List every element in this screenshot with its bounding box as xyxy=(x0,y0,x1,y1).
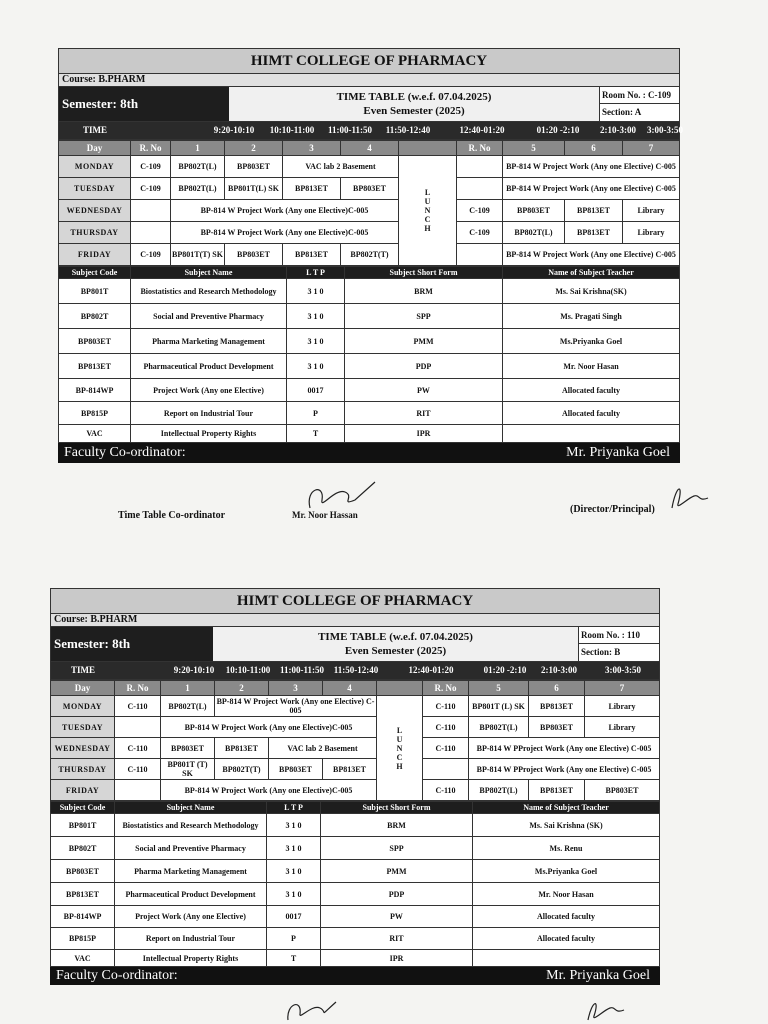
period-cell: Library xyxy=(623,222,680,244)
time-slot: 10:10-11:00 xyxy=(225,665,271,675)
time-slot: 11:50-12:40 xyxy=(333,665,379,675)
period-cell: BP-814 W PProject Work (Any one Elective) C-005 xyxy=(469,759,660,780)
room-cell: C-110 xyxy=(115,696,161,717)
subject-code: BP815P xyxy=(51,928,115,950)
subject-ltp: 3 1 0 xyxy=(287,354,345,379)
subject-ltp: 3 1 0 xyxy=(287,329,345,354)
room-cell xyxy=(423,759,469,780)
period-cell: BP801T(T) SK xyxy=(171,244,225,266)
row-tuesday xyxy=(59,178,680,200)
room-number: Room No. : 110 xyxy=(579,627,659,644)
subject-name: Intellectual Property Rights xyxy=(131,425,287,443)
header-cell: R. No xyxy=(423,681,469,696)
period-cell: BP803ET xyxy=(503,200,565,222)
subject-code: BP801T xyxy=(59,279,131,304)
subject-code: BP803ET xyxy=(51,860,115,883)
subject-code: BP813ET xyxy=(59,354,131,379)
time-slot: 9:20-10:10 xyxy=(213,125,255,135)
time-slot: 12:40-01:20 xyxy=(408,665,454,675)
course-label: Course: B.PHARM xyxy=(58,74,680,87)
period-cell: BP803ET xyxy=(225,156,283,178)
subject-ltp: P xyxy=(287,402,345,425)
timetable-title-main: TIME TABLE (w.e.f. 07.04.2025) xyxy=(318,631,473,643)
subject-short: PW xyxy=(345,379,503,402)
subject-teacher: Ms. Sai Krishna(SK) xyxy=(503,279,680,304)
subject-short: IPR xyxy=(345,425,503,443)
period-cell: BP-814 W Project Work (Any one Elective) C-005 xyxy=(503,156,680,178)
period-cell: BP-814 W Project Work (Any one Elective) C-005 xyxy=(215,696,377,717)
subject-short: RIT xyxy=(345,402,503,425)
header-cell: 4 xyxy=(341,141,399,156)
table-row xyxy=(59,402,680,425)
period-cell: Library xyxy=(585,696,660,717)
header-cell: Subject Short Form xyxy=(321,802,473,814)
lunch-letter: U xyxy=(424,197,431,206)
period-cell: BP803ET xyxy=(225,244,283,266)
table-row xyxy=(59,425,680,443)
subject-code: BP803ET xyxy=(59,329,131,354)
header-cell: 7 xyxy=(585,681,660,696)
room-section-box xyxy=(599,87,679,121)
timetable-title-sub: Even Semester (2025) xyxy=(363,105,465,117)
table-row xyxy=(51,928,660,950)
header-cell: L T P xyxy=(287,267,345,279)
subject-short: SPP xyxy=(345,304,503,329)
subject-short: PMM xyxy=(345,329,503,354)
room-cell: C-109 xyxy=(457,222,503,244)
time-slot: 01:20 -2:10 xyxy=(483,665,527,675)
room-cell: C-110 xyxy=(423,696,469,717)
subject-teacher: Allocated faculty xyxy=(503,402,680,425)
header-cell: 5 xyxy=(503,141,565,156)
time-slot-row xyxy=(58,122,683,140)
header-cell: Subject Short Form xyxy=(345,267,503,279)
room-cell xyxy=(131,222,171,244)
header-cell: 3 xyxy=(283,141,341,156)
timetable-sheet-section-b xyxy=(50,588,660,985)
period-cell: VAC lab 2 Basement xyxy=(283,156,399,178)
row-thursday xyxy=(51,759,660,780)
timetable-title-main: TIME TABLE (w.e.f. 07.04.2025) xyxy=(336,91,492,103)
header-cell: Subject Name xyxy=(115,802,267,814)
subject-short: BRM xyxy=(345,279,503,304)
subject-header-row xyxy=(59,267,680,279)
time-slot: 01:20 -2:10 xyxy=(536,125,580,135)
time-slot: 9:20-10:10 xyxy=(173,665,215,675)
table-row xyxy=(59,354,680,379)
period-cell: BP813ET xyxy=(565,200,623,222)
schedule-table xyxy=(50,680,660,801)
subject-code: VAC xyxy=(51,950,115,967)
faculty-coordinator-label: Faculty Co-ordinator: xyxy=(56,968,178,983)
day-header-row xyxy=(59,141,680,156)
subject-ltp: 3 1 0 xyxy=(287,279,345,304)
room-cell: C-110 xyxy=(423,717,469,738)
room-cell: C-109 xyxy=(457,200,503,222)
time-slot: 11:00-11:50 xyxy=(280,665,324,675)
row-tuesday xyxy=(51,717,660,738)
subject-code: BP-814WP xyxy=(59,379,131,402)
header-cell: 4 xyxy=(323,681,377,696)
room-cell: C-110 xyxy=(115,738,161,759)
period-cell: BP803ET xyxy=(585,780,660,801)
period-cell: BP802T(L) xyxy=(161,696,215,717)
faculty-coordinator-name: Mr. Priyanka Goel xyxy=(546,968,650,983)
timetable-title-sub: Even Semester (2025) xyxy=(344,645,447,657)
lunch-cell xyxy=(377,696,423,801)
subject-name: Social and Preventive Pharmacy xyxy=(131,304,287,329)
header-cell: Day xyxy=(59,141,131,156)
day-name: TUESDAY xyxy=(51,717,115,738)
period-cell: BP802T(L) xyxy=(469,717,529,738)
lunch-letter: H xyxy=(424,224,431,233)
time-label: TIME xyxy=(82,125,107,135)
period-cell: BP802T(L) xyxy=(171,178,225,200)
lunch-letter: L xyxy=(424,188,431,197)
period-cell: BP803ET xyxy=(529,717,585,738)
day-header-row xyxy=(51,681,660,696)
period-cell: BP802T(T) xyxy=(341,244,399,266)
period-cell: BP813ET xyxy=(283,178,341,200)
time-slot: 3:00-3:50 xyxy=(605,665,641,675)
period-cell: BP-814 W Project Work (Any one Elective)C-005 xyxy=(171,222,399,244)
subject-short: RIT xyxy=(321,928,473,950)
subject-ltp: 3 1 0 xyxy=(267,837,321,860)
period-cell: BP802T(L) xyxy=(503,222,565,244)
subject-name: Social and Preventive Pharmacy xyxy=(115,837,267,860)
period-cell: VAC lab 2 Basement xyxy=(269,738,377,759)
signature-scribble-director xyxy=(664,480,714,512)
header-cell: L T P xyxy=(267,802,321,814)
day-name: MONDAY xyxy=(59,156,131,178)
room-cell: C-110 xyxy=(423,738,469,759)
header-cell: 2 xyxy=(215,681,269,696)
header-cell: R. No xyxy=(115,681,161,696)
subject-ltp: 3 1 0 xyxy=(267,860,321,883)
subject-teacher: Ms.Priyanka Goel xyxy=(473,860,660,883)
subject-short: PMM xyxy=(321,860,473,883)
subject-ltp: T xyxy=(287,425,345,443)
header-cell: R. No xyxy=(131,141,171,156)
period-cell: BP802T(L) xyxy=(469,780,529,801)
table-row xyxy=(51,837,660,860)
subject-code: BP-814WP xyxy=(51,906,115,928)
subject-teacher: Allocated faculty xyxy=(473,928,660,950)
room-cell: C-109 xyxy=(131,156,171,178)
table-row xyxy=(59,304,680,329)
period-cell: BP801T (T) SK xyxy=(161,759,215,780)
subject-name: Pharma Marketing Management xyxy=(115,860,267,883)
period-cell: BP813ET xyxy=(215,738,269,759)
period-cell: BP801T (L) SK xyxy=(469,696,529,717)
day-name: WEDNESDAY xyxy=(59,200,131,222)
time-slot: 10:10-11:00 xyxy=(269,125,315,135)
room-cell xyxy=(457,244,503,266)
room-cell xyxy=(115,780,161,801)
header-cell xyxy=(377,681,423,696)
table-row xyxy=(51,814,660,837)
table-row xyxy=(59,379,680,402)
college-title: HIMT COLLEGE OF PHARMACY xyxy=(50,588,660,614)
timetable-sheet-section-a xyxy=(58,48,683,463)
lunch-letter: C xyxy=(424,215,431,224)
row-thursday xyxy=(59,222,680,244)
subject-ltp: 0017 xyxy=(287,379,345,402)
subject-header-row xyxy=(51,802,660,814)
header-cell: 6 xyxy=(565,141,623,156)
subject-short: SPP xyxy=(321,837,473,860)
day-name: THURSDAY xyxy=(51,759,115,780)
time-slot: 12:40-01:20 xyxy=(459,125,505,135)
period-cell: BP813ET xyxy=(565,222,623,244)
row-monday xyxy=(51,696,660,717)
subject-table xyxy=(58,266,680,443)
subject-ltp: 3 1 0 xyxy=(287,304,345,329)
header-cell: Day xyxy=(51,681,115,696)
room-cell xyxy=(115,717,161,738)
period-cell: BP813ET xyxy=(283,244,341,266)
subject-name: Project Work (Any one Elective) xyxy=(115,906,267,928)
table-row xyxy=(51,883,660,906)
period-cell: BP801T(L) SK xyxy=(225,178,283,200)
room-cell: C-110 xyxy=(423,780,469,801)
signature-scribble-coordinator xyxy=(300,478,380,514)
schedule-table xyxy=(58,140,680,266)
lunch-letter: L xyxy=(396,725,403,735)
period-cell: BP-814 W Project Work (Any one Elective) C-005 xyxy=(503,178,680,200)
subject-short: PDP xyxy=(345,354,503,379)
subject-teacher xyxy=(503,425,680,443)
header-cell: 3 xyxy=(269,681,323,696)
day-name: FRIDAY xyxy=(51,780,115,801)
table-row xyxy=(59,279,680,304)
period-cell: BP813ET xyxy=(323,759,377,780)
period-cell: Library xyxy=(623,200,680,222)
day-name: TUESDAY xyxy=(59,178,131,200)
header-cell: 1 xyxy=(171,141,225,156)
subject-short: PW xyxy=(321,906,473,928)
lunch-letter: H xyxy=(396,761,403,771)
room-cell: C-109 xyxy=(131,178,171,200)
row-wednesday xyxy=(59,200,680,222)
period-cell: BP-814 W Project Work (Any one Elective)C-005 xyxy=(161,717,377,738)
subject-code: BP802T xyxy=(59,304,131,329)
subject-short: IPR xyxy=(321,950,473,967)
subject-teacher: Ms. Renu xyxy=(473,837,660,860)
table-row xyxy=(51,950,660,967)
lunch-letter: N xyxy=(424,206,431,215)
table-row xyxy=(59,329,680,354)
time-slot: 2:10-3:00 xyxy=(541,665,577,675)
period-cell: BP-814 W PProject Work (Any one Elective) C-005 xyxy=(469,738,660,759)
faculty-coordinator-bar xyxy=(50,967,660,985)
header-cell: Subject Name xyxy=(131,267,287,279)
period-cell: BP803ET xyxy=(341,178,399,200)
subject-short: BRM xyxy=(321,814,473,837)
period-cell: BP802T(L) xyxy=(171,156,225,178)
subject-code: BP815P xyxy=(59,402,131,425)
time-slot-row xyxy=(50,662,660,680)
period-cell: BP-814 W Project Work (Any one Elective) C-005 xyxy=(503,244,680,266)
period-cell: Library xyxy=(585,717,660,738)
subject-name: Report on Industrial Tour xyxy=(131,402,287,425)
day-name: MONDAY xyxy=(51,696,115,717)
director-label: (Director/Principal) xyxy=(570,504,655,515)
day-name: THURSDAY xyxy=(59,222,131,244)
subject-code: BP801T xyxy=(51,814,115,837)
row-friday xyxy=(51,780,660,801)
header-cell: Subject Code xyxy=(51,802,115,814)
subject-ltp: T xyxy=(267,950,321,967)
subject-teacher: Allocated faculty xyxy=(473,906,660,928)
subject-name: Pharma Marketing Management xyxy=(131,329,287,354)
header-cell: 5 xyxy=(469,681,529,696)
section-label: Section: B xyxy=(581,647,621,657)
header-cell xyxy=(399,141,457,156)
tt-coordinator-label: Time Table Co-ordinator xyxy=(118,510,226,521)
room-section-box xyxy=(578,627,659,661)
lunch-letter: U xyxy=(396,734,403,744)
room-cell: C-109 xyxy=(131,244,171,266)
course-label: Course: B.PHARM xyxy=(50,614,660,627)
room-cell xyxy=(457,178,503,200)
header-cell: Name of Subject Teacher xyxy=(473,802,660,814)
header-cell: 7 xyxy=(623,141,680,156)
header-cell: 6 xyxy=(529,681,585,696)
lunch-letter: C xyxy=(396,752,403,762)
header-cell: Name of Subject Teacher xyxy=(503,267,680,279)
time-slot: 11:00-11:50 xyxy=(328,125,372,135)
room-cell: C-110 xyxy=(115,759,161,780)
period-cell: BP-814 W Project Work (Any one Elective)C-005 xyxy=(171,200,399,222)
time-slot: 11:50-12:40 xyxy=(385,125,431,135)
header-cell: R. No xyxy=(457,141,503,156)
subject-code: BP802T xyxy=(51,837,115,860)
subject-code: BP813ET xyxy=(51,883,115,906)
room-number: Room No. : C-109 xyxy=(600,87,679,104)
subject-name: Project Work (Any one Elective) xyxy=(131,379,287,402)
header-cell: 1 xyxy=(161,681,215,696)
time-label: TIME xyxy=(70,665,95,675)
faculty-coordinator-bar xyxy=(58,443,680,463)
faculty-coordinator-name: Mr. Priyanka Goel xyxy=(566,445,670,460)
semester-label: Semester: 8th xyxy=(59,87,229,121)
subject-name: Report on Industrial Tour xyxy=(115,928,267,950)
room-cell xyxy=(457,156,503,178)
subject-code: VAC xyxy=(59,425,131,443)
day-name: WEDNESDAY xyxy=(51,738,115,759)
subject-teacher: Ms.Priyanka Goel xyxy=(503,329,680,354)
header-block xyxy=(50,627,660,662)
subject-ltp: P xyxy=(267,928,321,950)
signature-scribble-coordinator xyxy=(282,996,342,1022)
header-block xyxy=(58,87,680,122)
day-name: FRIDAY xyxy=(59,244,131,266)
header-cell: 2 xyxy=(225,141,283,156)
table-row xyxy=(51,860,660,883)
timetable-title xyxy=(229,87,599,121)
header-cell: Subject Code xyxy=(59,267,131,279)
subject-teacher: Ms. Sai Krishna (SK) xyxy=(473,814,660,837)
subject-table xyxy=(50,801,660,967)
faculty-coordinator-label: Faculty Co-ordinator: xyxy=(64,445,186,460)
subject-ltp: 0017 xyxy=(267,906,321,928)
subject-name: Pharmaceutical Product Development xyxy=(131,354,287,379)
time-slot: 2:10-3:00 xyxy=(600,125,636,135)
period-cell: BP802T(T) xyxy=(215,759,269,780)
subject-short: PDP xyxy=(321,883,473,906)
timetable-title xyxy=(213,627,578,661)
tt-coordinator-name: Mr. Noor Hassan xyxy=(292,510,358,520)
subject-teacher xyxy=(473,950,660,967)
subject-ltp: 3 1 0 xyxy=(267,883,321,906)
college-title: HIMT COLLEGE OF PHARMACY xyxy=(58,48,680,74)
subject-teacher: Ms. Pragati Singh xyxy=(503,304,680,329)
subject-teacher: Mr. Noor Hasan xyxy=(473,883,660,906)
period-cell: BP803ET xyxy=(161,738,215,759)
subject-name: Biostatistics and Research Methodology xyxy=(115,814,267,837)
period-cell: BP-814 W Project Work (Any one Elective)C-005 xyxy=(161,780,377,801)
subject-name: Pharmaceutical Product Development xyxy=(115,883,267,906)
period-cell: BP803ET xyxy=(269,759,323,780)
section-label: Section: A xyxy=(602,107,642,117)
row-monday xyxy=(59,156,680,178)
lunch-letter: N xyxy=(396,743,403,753)
signature-scribble-director xyxy=(582,996,630,1022)
period-cell: BP813ET xyxy=(529,780,585,801)
semester-label: Semester: 8th xyxy=(51,627,213,661)
table-row xyxy=(51,906,660,928)
lunch-cell xyxy=(399,156,457,266)
row-wednesday xyxy=(51,738,660,759)
room-cell xyxy=(131,200,171,222)
subject-name: Biostatistics and Research Methodology xyxy=(131,279,287,304)
subject-name: Intellectual Property Rights xyxy=(115,950,267,967)
subject-ltp: 3 1 0 xyxy=(267,814,321,837)
subject-teacher: Mr. Noor Hasan xyxy=(503,354,680,379)
row-friday xyxy=(59,244,680,266)
time-slot: 3:00-3:50 xyxy=(647,125,683,135)
period-cell: BP813ET xyxy=(529,696,585,717)
subject-teacher: Allocated faculty xyxy=(503,379,680,402)
